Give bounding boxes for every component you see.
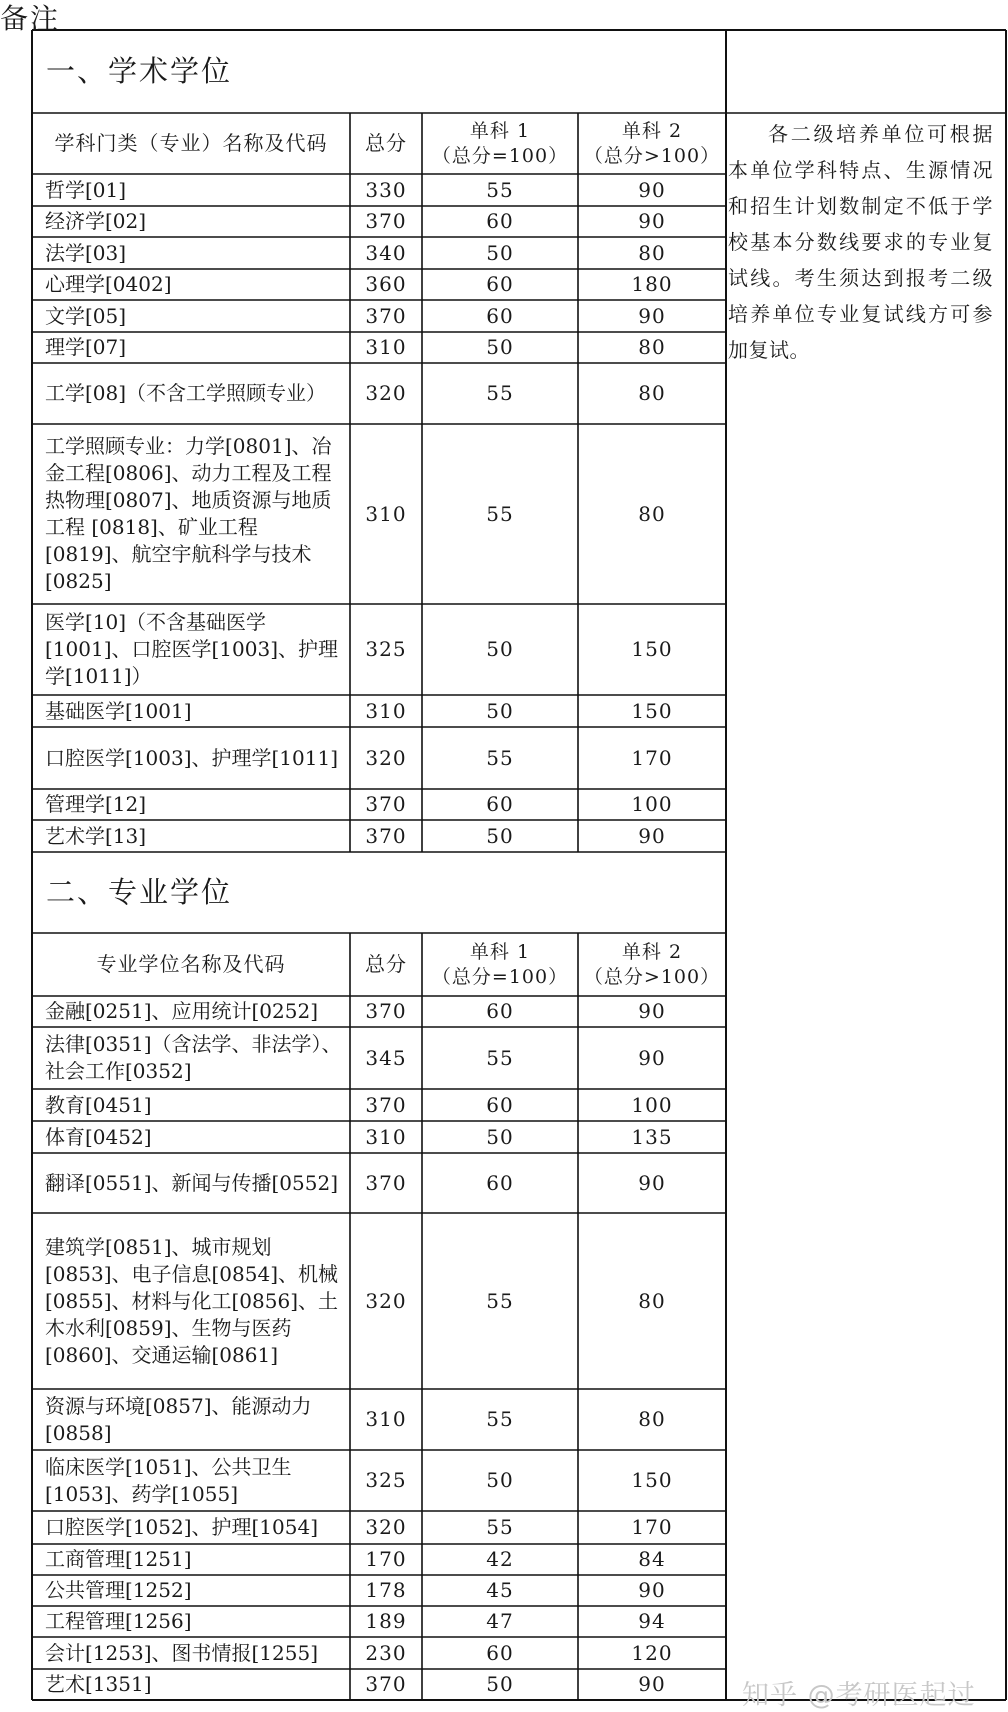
professional-header-single2: [578, 933, 726, 996]
table-row-name: 工商管理[1251]: [45, 1547, 192, 1571]
table-row-name: 理学[07]: [45, 335, 127, 359]
table-row-single2: 150: [631, 637, 673, 661]
table-row-single2: 90: [638, 177, 666, 202]
table-row-name: 基础医学[1001]: [45, 698, 192, 723]
table-row-name: 临床医学[1051]、公共卫生[1053]、药学[1055]: [45, 1454, 292, 1506]
table-row-single2: 135: [631, 1124, 673, 1149]
table-row-single2: 90: [638, 209, 666, 233]
table-row-total: 310: [365, 1407, 407, 1431]
table-row-single1: 50: [486, 1468, 514, 1492]
table-row-name: 建筑学[0851]、城市规划[0853]、电子信息[0854]、机械[0855]、材料与化工[0856]、土木水利[0859]、生物与医药[0860]、交通运输[0861]: [45, 1234, 339, 1367]
table-row-name: 教育[0451]: [45, 1092, 152, 1117]
table-row-total: 310: [365, 501, 407, 526]
table-row-name: 管理学[12]: [45, 792, 147, 816]
table-row-total: 370: [365, 209, 407, 233]
table-row-single1: 60: [486, 272, 514, 296]
table-row-total: 325: [365, 637, 407, 661]
table-row-total: 370: [365, 823, 407, 848]
table-row-total: 320: [365, 381, 407, 405]
remarks-title: 备注: [0, 2, 61, 35]
remarks-text: 各二级培养单位可根据本单位学科特点、生源情况和招生计划数制定不低于学校基本分数线要求的专业复试线。考生须达到报考二级培养单位专业复试线方可参加复试。: [728, 122, 993, 362]
table-row-single1: 55: [486, 1407, 514, 1431]
professional-header-single1-sublabel: （总分=100）: [431, 965, 569, 988]
table-row-single1: 60: [486, 1092, 514, 1117]
table-row-single1: 55: [486, 177, 514, 202]
table-row-single2: 180: [631, 272, 673, 296]
table-row-total: 310: [365, 1124, 407, 1149]
table-row-name: 医学[10]（不含基础医学[1001]、口腔医学[1003]、护理学[1011]）: [45, 610, 339, 688]
table-row-single2: 90: [638, 823, 666, 848]
professional-header-single1: [422, 933, 578, 996]
professional-header-single2-sublabel: （总分>100）: [583, 965, 721, 988]
table-row-single1: 60: [486, 792, 514, 816]
academic-header-single1: [422, 113, 578, 174]
table-row-single2: 80: [638, 335, 666, 359]
table-row-single1: 42: [486, 1547, 514, 1571]
academic-header-single1-label: 单科 1: [469, 119, 531, 142]
table-row-single2: 80: [638, 240, 666, 265]
watermark: 知乎 @考研医起过: [742, 1680, 976, 1711]
table-row-total: 320: [365, 745, 407, 770]
remarks-title-cell: [726, 30, 1006, 113]
professional-header-single2-label: 单科 2: [621, 940, 683, 963]
table-row-total: 370: [365, 1170, 407, 1195]
table-row-single1: 55: [486, 501, 514, 526]
academic-section-title: 一、学术学位: [46, 53, 233, 88]
table-row-name: 工程管理[1256]: [45, 1609, 192, 1633]
table-row-total: 230: [365, 1640, 407, 1665]
table-row-single2: 100: [631, 1092, 673, 1117]
table-row-single1: 50: [486, 1124, 514, 1149]
table-row-single1: 55: [486, 1515, 514, 1539]
table-row-single2: 90: [638, 1672, 666, 1696]
table-row-name: 心理学[0402]: [45, 272, 172, 296]
table-row-single2: 170: [631, 745, 673, 770]
table-row-single1: 55: [486, 745, 514, 770]
table-row-total: 310: [365, 698, 407, 723]
table-row-name: 文学[05]: [45, 303, 127, 328]
table-row-single2: 84: [638, 1547, 666, 1571]
table-row-single2: 150: [631, 698, 673, 723]
table-row-single1: 60: [486, 999, 514, 1023]
academic-header-single2-sublabel: （总分>100）: [583, 144, 721, 167]
table-row-total: 310: [365, 335, 407, 359]
table-row-name: 法学[03]: [45, 240, 127, 265]
table-row-single2: 80: [638, 1288, 666, 1313]
table-row-single2: 90: [638, 1578, 666, 1602]
table-row-single1: 55: [486, 381, 514, 405]
professional-header-total: 总分: [365, 952, 407, 976]
table-row-name: 工学照顾专业：力学[0801]、冶金工程[0806]、动力工程及工程热物理[0807]、地质资源与地质工程 [0818]、矿业工程[0819]、航空宇航科学与技术[0825]: [45, 434, 332, 593]
table-row-single1: 60: [486, 209, 514, 233]
table-row-name: 口腔医学[1052]、护理[1054]: [45, 1515, 319, 1539]
table-row-single1: 55: [486, 1288, 514, 1313]
table-row-single1: 50: [486, 823, 514, 848]
table-row-name: 体育[0452]: [45, 1124, 152, 1149]
table-row-single1: 55: [486, 1045, 514, 1070]
table-row-single2: 80: [638, 1407, 666, 1431]
table-row-single2: 100: [631, 792, 673, 816]
academic-header-single2: [578, 113, 726, 174]
table-row-name: 资源与环境[0857]、能源动力[0858]: [45, 1393, 312, 1445]
professional-header-name: 专业学位名称及代码: [96, 952, 286, 976]
table-row-name: 金融[0251]、应用统计[0252]: [45, 999, 319, 1023]
table-row-total: 345: [365, 1045, 407, 1070]
table-row-name: 哲学[01]: [45, 177, 127, 202]
table-row-single1: 60: [486, 1640, 514, 1665]
table-row-total: 189: [365, 1609, 407, 1633]
table-row-single1: 50: [486, 698, 514, 723]
table-row-single2: 90: [638, 999, 666, 1023]
table-row-name: 艺术学[13]: [45, 823, 147, 848]
table-row-total: 170: [365, 1547, 407, 1571]
table-row-name: 口腔医学[1003]、护理学[1011]: [45, 745, 339, 770]
academic-header-single2-label: 单科 2: [621, 119, 683, 142]
table-row-total: 320: [365, 1515, 407, 1539]
table-row-single2: 90: [638, 1045, 666, 1070]
table-row-single1: 50: [486, 1672, 514, 1696]
professional-header-single1-label: 单科 1: [469, 940, 531, 963]
table-row-single2: 170: [631, 1515, 673, 1539]
table-row-single1: 50: [486, 240, 514, 265]
table-row-single2: 94: [638, 1609, 666, 1633]
table-row-name: 公共管理[1252]: [45, 1578, 192, 1602]
table-row-single2: 90: [638, 303, 666, 328]
table-row-total: 370: [365, 999, 407, 1023]
table-row-name: 法律[0351]（含法学、非法学）、社会工作[0352]: [45, 1032, 342, 1083]
table-row-single1: 50: [486, 335, 514, 359]
table-row-single2: 120: [631, 1640, 673, 1665]
table-row-total: 320: [365, 1288, 407, 1313]
table-row-total: 340: [365, 240, 407, 265]
academic-header-name: 学科门类（专业）名称及代码: [54, 131, 328, 155]
table-row-single1: 45: [486, 1578, 514, 1602]
table-row-single2: 90: [638, 1170, 666, 1195]
table-row-single2: 80: [638, 381, 666, 405]
table-row-name: 翻译[0551]、新闻与传播[0552]: [45, 1170, 339, 1195]
table-row-total: 370: [365, 1672, 407, 1696]
table-row-name: 会计[1253]、图书情报[1255]: [45, 1640, 319, 1665]
table-row-total: 178: [365, 1578, 407, 1602]
table-row-single1: 60: [486, 1170, 514, 1195]
table-row-total: 370: [365, 792, 407, 816]
table-row-single1: 60: [486, 303, 514, 328]
table-row-total: 330: [365, 177, 407, 202]
table-row-total: 370: [365, 303, 407, 328]
table-row-single1: 47: [486, 1609, 514, 1633]
table-row-single1: 50: [486, 637, 514, 661]
table-row-total: 325: [365, 1468, 407, 1492]
table-row-name: 经济学[02]: [45, 209, 147, 233]
table-row-single2: 150: [631, 1468, 673, 1492]
table-row-name: 工学[08]（不含工学照顾专业）: [45, 381, 327, 405]
academic-header-single1-sublabel: （总分=100）: [431, 144, 569, 167]
table-row-total: 360: [365, 272, 407, 296]
academic-header-total: 总分: [365, 131, 407, 155]
professional-section-title: 二、专业学位: [46, 874, 233, 909]
table-row-name: 艺术[1351]: [45, 1672, 152, 1696]
table-row-single2: 80: [638, 501, 666, 526]
table-row-total: 370: [365, 1092, 407, 1117]
